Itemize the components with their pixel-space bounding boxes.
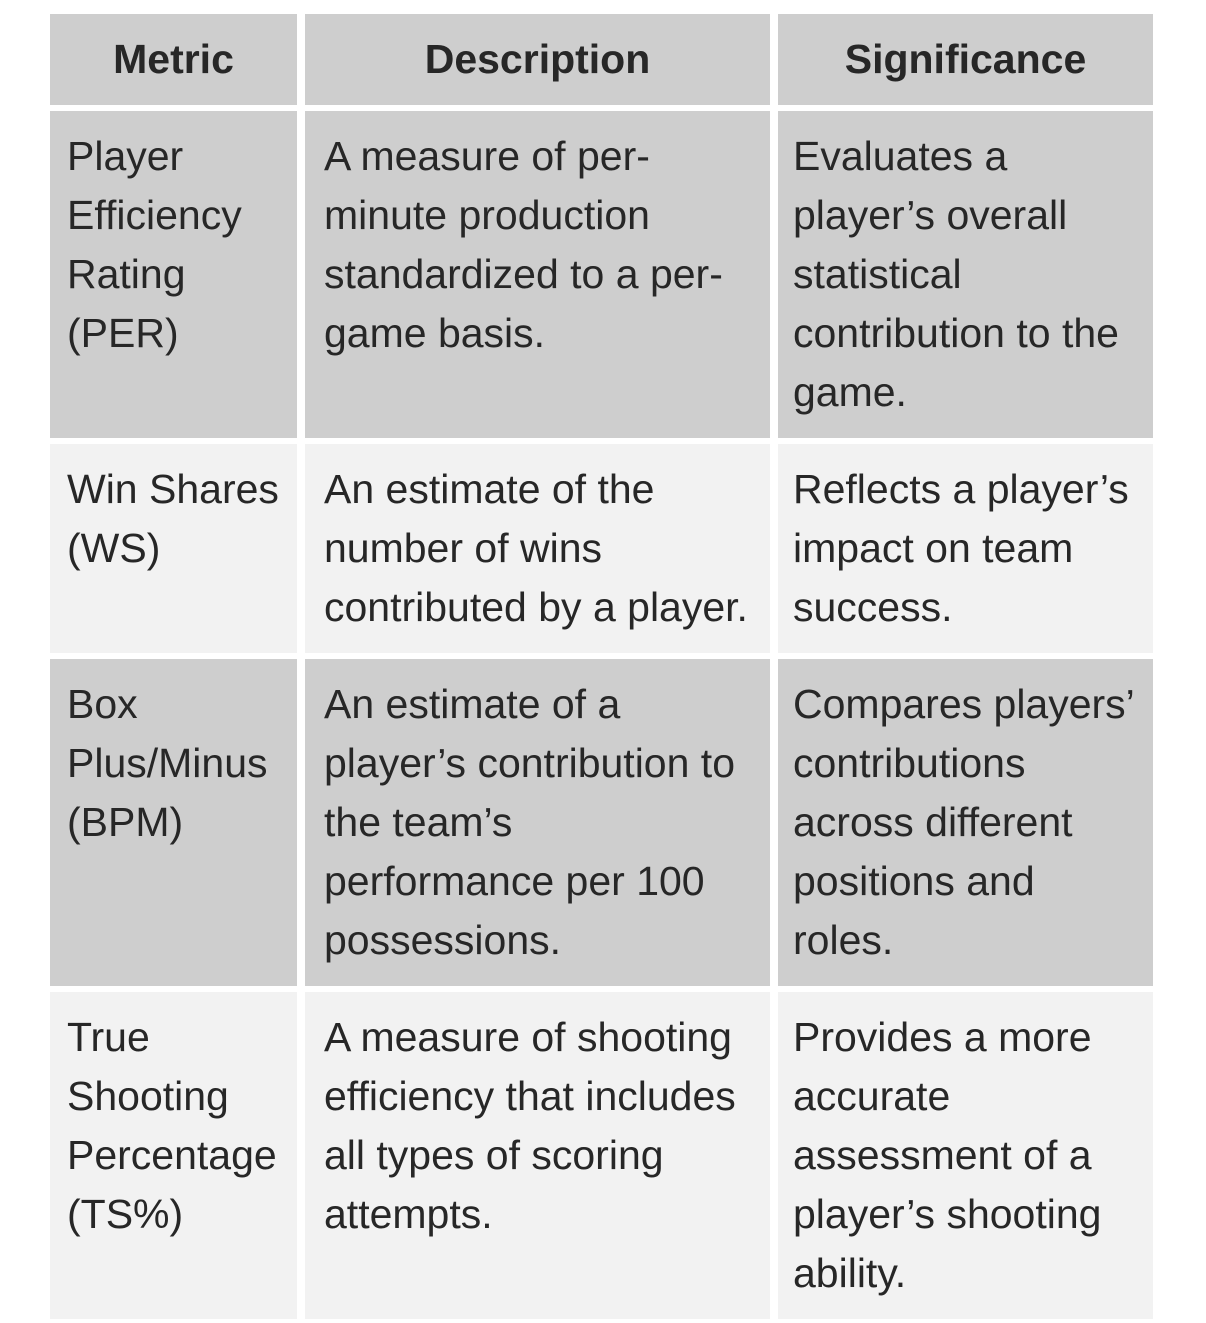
metrics-table — [50, 14, 1155, 1319]
cell-metric-ws: Win Shares (WS) — [50, 444, 297, 653]
cell-metric-ts: True Shooting Percentage (TS%) — [50, 992, 297, 1319]
cell-metric-per: Player Efficiency Rating (PER) — [50, 111, 297, 438]
column-header-significance: Significance — [778, 14, 1153, 105]
cell-description-bpm: An estimate of a player’s contribution to the team’s performance per 100 possessions. — [305, 659, 770, 986]
cell-significance-ws: Reflects a player’s impact on team success. — [778, 444, 1153, 653]
cell-significance-ts: Provides a more accurate assessment of a player’s shooting ability. — [778, 992, 1153, 1319]
column-header-description: Description — [305, 14, 770, 105]
cell-description-ts: A measure of shooting efficiency that includes all types of scoring attempts. — [305, 992, 770, 1319]
cell-description-ws: An estimate of the number of wins contributed by a player. — [305, 444, 770, 653]
cell-significance-bpm: Compares players’ contributions across different positions and roles. — [778, 659, 1153, 986]
cell-description-per: A measure of per-minute production standardized to a per-game basis. — [305, 111, 770, 438]
cell-significance-per: Evaluates a player’s overall statistical contribution to the game. — [778, 111, 1153, 438]
cell-metric-bpm: Box Plus/Minus (BPM) — [50, 659, 297, 986]
column-header-metric: Metric — [50, 14, 297, 105]
